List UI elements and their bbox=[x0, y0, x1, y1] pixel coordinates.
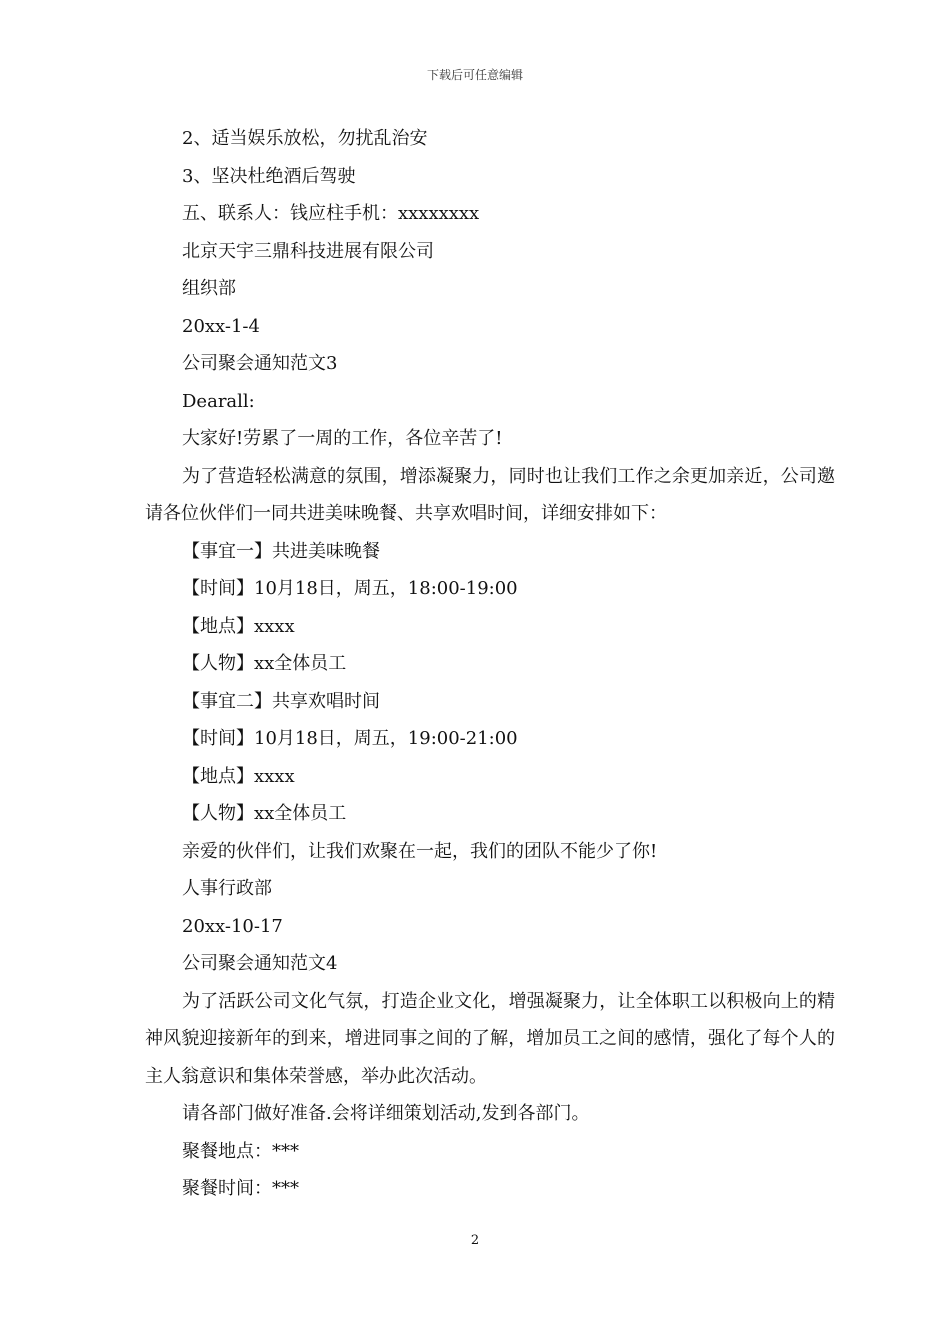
event-item-2: 【事宜二】共享欢唱时间 bbox=[182, 690, 380, 712]
closing-paragraph: 亲爱的伙伴们，让我们欢聚在一起，我们的团队不能少了你! bbox=[182, 840, 658, 862]
company-name: 北京天宇三鼎科技进展有限公司 bbox=[182, 240, 434, 262]
event-2-people: 【人物】xx全体员工 bbox=[182, 803, 347, 824]
event-1-people: 【人物】xx全体员工 bbox=[182, 653, 347, 674]
section-title-3: 公司聚会通知范文3 bbox=[182, 353, 338, 374]
intro-paragraph: 为了营造轻松满意的氛围，增添凝聚力，同时也让我们工作之余更加亲近，公司邀请各位伙伴们一同共进美味晚餐、共享欢唱时间，详细安排如下： bbox=[145, 465, 835, 524]
dinner-location: 聚餐地点：*** bbox=[182, 1140, 299, 1162]
event-1-time: 【时间】10月18日，周五，18:00-19:00 bbox=[182, 578, 518, 599]
signature-department: 人事行政部 bbox=[182, 878, 272, 899]
notice-date: 20xx-1-4 bbox=[182, 315, 260, 337]
page-number: 2 bbox=[470, 1233, 480, 1248]
list-item-entertainment: 2、适当娱乐放松，勿扰乱治安 bbox=[182, 128, 428, 149]
list-item-no-drunk-driving: 3、坚决杜绝酒后驾驶 bbox=[182, 165, 356, 187]
department-name: 组织部 bbox=[182, 278, 236, 299]
preparation-paragraph: 请各部门做好准备.会将详细策划活动,发到各部门。 bbox=[182, 1103, 590, 1124]
contact-line: 五、联系人：钱应柱手机：xxxxxxxx bbox=[182, 203, 480, 224]
greeting-paragraph: 大家好!劳累了一周的工作，各位辛苦了! bbox=[182, 428, 503, 449]
event-item-1: 【事宜一】共进美味晚餐 bbox=[182, 540, 380, 562]
section-title-4: 公司聚会通知范文4 bbox=[182, 953, 338, 974]
salutation: Dearall: bbox=[182, 390, 255, 412]
event-2-time: 【时间】10月18日，周五，19:00-21:00 bbox=[182, 728, 518, 749]
page-header: 下载后可任意编辑 bbox=[426, 68, 523, 82]
activity-paragraph: 为了活跃公司文化气氛，打造企业文化，增强凝聚力，让全体职工以积极向上的精神风貌迎接新年的到来，增进同事之间的了解，增加员工之间的感情，强化了每个人的主人翁意识和集体荣誉感，举办此次活动。 bbox=[145, 990, 835, 1087]
event-1-location: 【地点】xxxx bbox=[182, 615, 295, 637]
signature-date: 20xx-10-17 bbox=[182, 915, 283, 937]
event-2-location: 【地点】xxxx bbox=[182, 765, 295, 787]
document-body bbox=[145, 120, 835, 1208]
dinner-time: 聚餐时间：*** bbox=[182, 1178, 299, 1199]
